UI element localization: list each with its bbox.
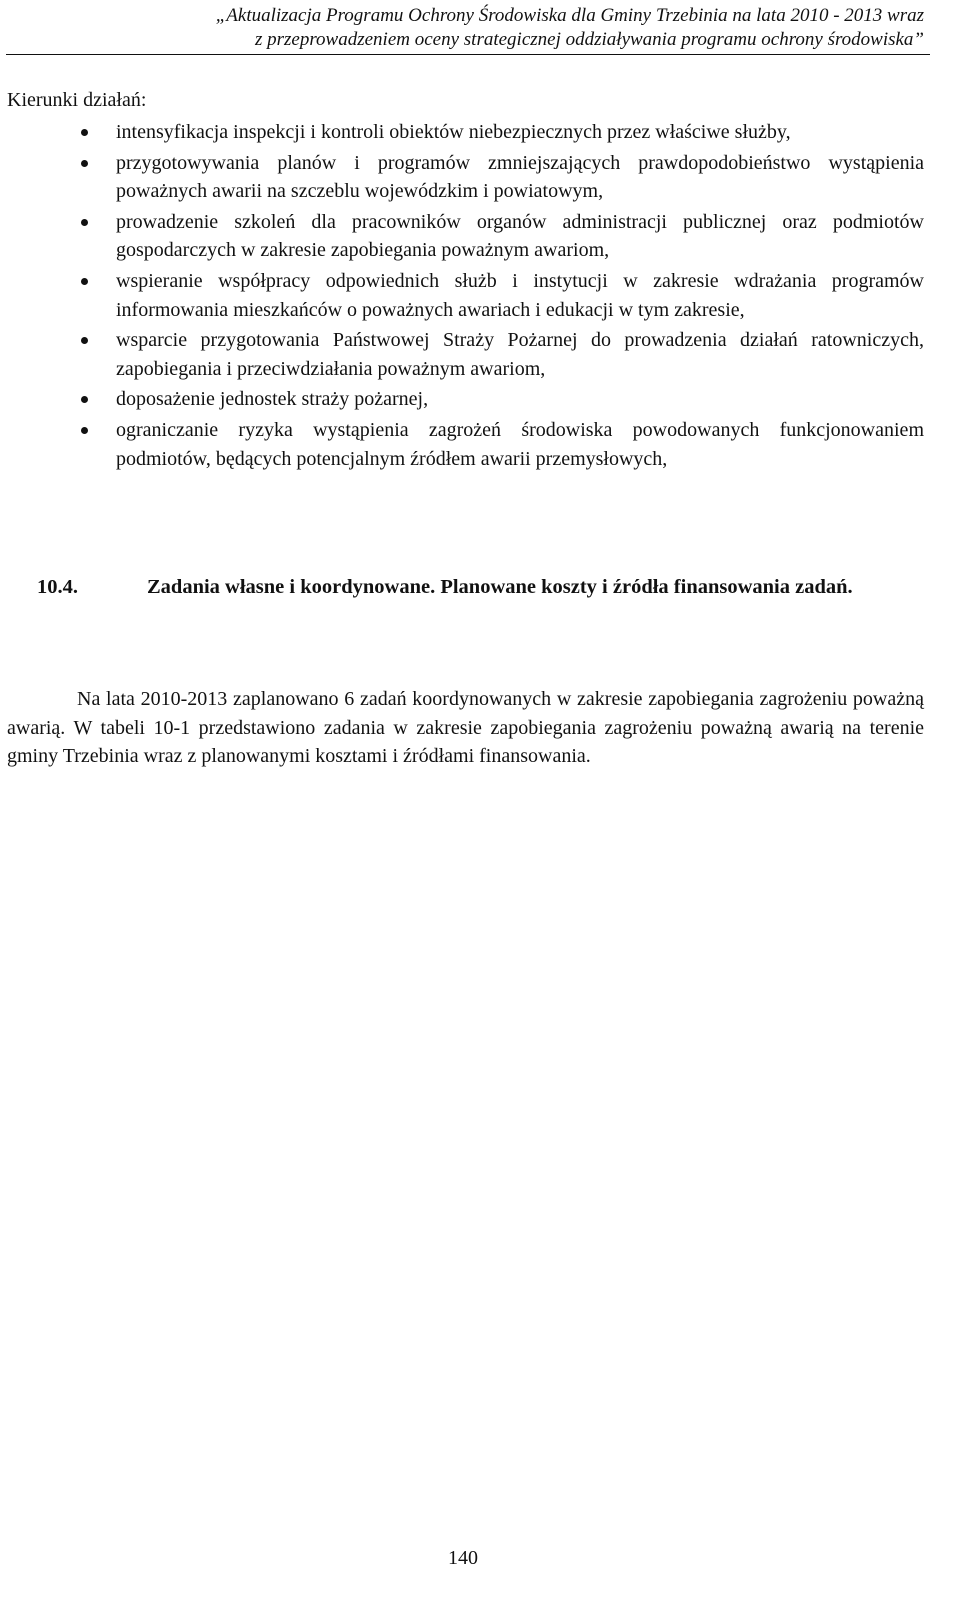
list-item-text: doposażenie jednostek straży pożarnej, bbox=[116, 388, 429, 411]
header-line-2: z przeprowadzeniem oceny strategicznej oddziaływania programu ochrony środowiska” bbox=[254, 29, 924, 50]
list-item-text: intensyfikacja inspekcji i kontroli obiektów niebezpiecznych przez właściwe służby, bbox=[116, 121, 791, 143]
page-number: 140 bbox=[448, 1547, 478, 1569]
list-item bbox=[116, 118, 924, 147]
list-item-text: przygotowywania planów i programów zmniejszających prawdopodobieństwo wystąpienia poważnych awarii na szczeblu wojewódzkim i powiatowym, bbox=[116, 151, 924, 203]
bullet-icon bbox=[81, 129, 88, 136]
document-header bbox=[24, 4, 924, 52]
bullet-icon bbox=[81, 160, 88, 167]
list-item bbox=[116, 385, 924, 414]
bullet-icon bbox=[81, 337, 88, 344]
list-item bbox=[116, 267, 924, 324]
list-item bbox=[116, 326, 924, 383]
section-heading bbox=[7, 573, 924, 602]
directions-label: Kierunki działań: bbox=[7, 89, 147, 111]
bullet-icon bbox=[81, 219, 88, 226]
bullet-icon bbox=[81, 278, 88, 285]
bullet-icon bbox=[81, 396, 88, 403]
list-item-text: wsparcie przygotowania Państwowej Straży Pożarnej do prowadzenia działań ratowniczych, zapobiegania i przeciwdziałania poważnym awariom, bbox=[116, 329, 924, 380]
list-item bbox=[116, 416, 924, 473]
list-item bbox=[116, 149, 924, 206]
header-divider bbox=[6, 54, 930, 55]
bullet-icon bbox=[81, 427, 88, 434]
directions-list bbox=[0, 118, 960, 475]
list-item-text: prowadzenie szkoleń dla pracowników organów administracji publicznej oraz podmiotów gospodarczych w zakresie zapobiegania poważnym awariom, bbox=[116, 210, 924, 262]
list-item-text: wspieranie współpracy odpowiednich służb i instytucji w zakresie wdrażania programów informowania mieszkańców o poważnych awariach i edukacji w tym zakresie, bbox=[116, 269, 924, 321]
list-item-text: ograniczanie ryzyka wystąpienia zagrożeń środowiska powodowanych funkcjonowaniem podmiotów, będących potencjalnym źródłem awarii przemysłowych, bbox=[116, 418, 924, 470]
section-number: 10.4. bbox=[37, 576, 78, 598]
list-item bbox=[116, 208, 924, 265]
body-paragraph: Na lata 2010-2013 zaplanowano 6 zadań koordynowanych w zakresie zapobiegania zagrożeniu poważną awarią. W tabeli 10-1 przedstawiono zadania w zakresie zapobiegania zagrożeniu poważną awarią na terenie gminy Trzebinia wraz z planowanymi kosztami i źródłami finansowania. bbox=[7, 688, 924, 768]
section-title: Zadania własne i koordynowane. Planowane koszty i źródła finansowania zadań. bbox=[147, 576, 853, 598]
header-line-1: „Aktualizacja Programu Ochrony Środowiska dla Gminy Trzebinia na lata 2010 - 2013 wraz bbox=[215, 5, 924, 26]
